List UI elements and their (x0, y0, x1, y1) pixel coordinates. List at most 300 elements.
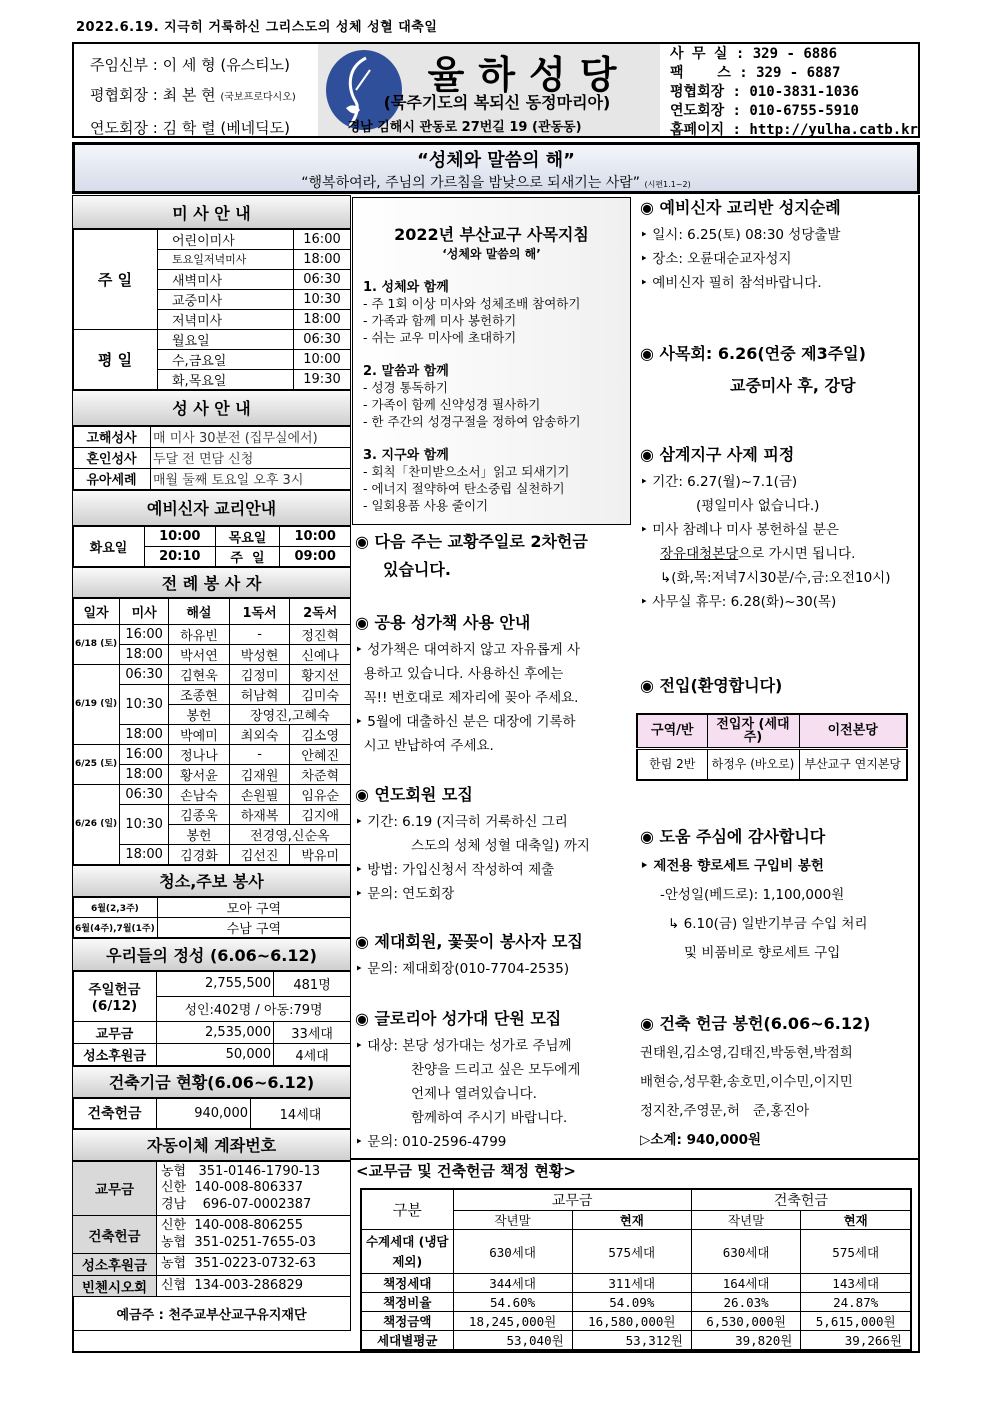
offering-count: 4세대 (274, 1043, 351, 1065)
offertory-names: 전경영,신순옥 (229, 824, 350, 844)
notice-transfer (640, 671, 782, 701)
notice-line: ‣ 기간: 6.19 (지극히 거룩하신 그리 (355, 814, 568, 830)
server-name: 허남혁 (229, 684, 290, 704)
notice-title: ◉ 글로리아 성가대 단원 모집 (355, 1009, 562, 1028)
mass-time: 06:30 (294, 329, 351, 349)
notice-title: ◉ 건축 헌금 봉헌(6.06~6.12) (640, 1014, 871, 1033)
church-name: 율하성당 (427, 53, 631, 97)
assessment-row-label: 책정세대 (361, 1274, 453, 1293)
account-table (72, 1161, 351, 1332)
notice-text: 으로 가시면 됩니다. (738, 546, 856, 562)
mass-time: 06:30 (294, 269, 351, 289)
staff-name: 김 학 렬 (162, 119, 221, 137)
notice-line: ‣ 예비신자 필히 참석바랍니다. (640, 275, 822, 291)
guideline-item: - 회칙「찬미받으소서」읽고 되새기기 (363, 464, 570, 479)
sacrament-info: 두달 전 면담 신청 (151, 447, 351, 468)
notice-line: ‣ 미사 참례나 미사 봉헌하실 분은 (640, 522, 839, 538)
server-name: 김소영 (290, 724, 351, 744)
church-patron: (묵주기도의 복되신 동정마리아) (383, 93, 611, 112)
contact-entry: 홈페이지 : http://yulha.catb.kr (670, 122, 918, 138)
building-amount: 940,000 (157, 1098, 251, 1128)
transfer-table (636, 713, 908, 781)
server-mass-time: 16:00 (120, 624, 169, 644)
mass-schedule-table (72, 229, 351, 390)
guideline-item: - 한 주간의 성경구절을 정하여 암송하기 (363, 414, 581, 429)
server-name: 신예나 (290, 644, 351, 664)
server-mass-time: 18:00 (120, 724, 169, 744)
notice-pilgrimage (640, 193, 841, 295)
notice-line: 교중미사 후, 강당 (730, 376, 856, 395)
notice-line (640, 542, 890, 566)
transfer-header-row (637, 714, 907, 748)
server-mass-time: 10:30 (120, 684, 169, 724)
assessment-label-header: 구분 (361, 1189, 453, 1230)
notice-line: ‣ 방법: 가입신청서 작성하여 제출 (355, 862, 555, 878)
assessment-value: 575세대 (801, 1230, 911, 1274)
server-name: 조종현 (169, 684, 230, 704)
section-header: 청소,주보 봉사 (72, 865, 351, 897)
assessment-row (361, 1331, 911, 1351)
bulletin-date-title: 2022.6.19. 지극히 거룩하신 그리스도의 성체 성혈 대축일 (76, 20, 438, 35)
notice-emphasis: 장유대청본당 (660, 546, 739, 562)
catechumen-time: 20:10 (145, 546, 216, 566)
sacrament-info: 매월 둘째 토요일 오후 3시 (151, 468, 351, 489)
assessment-value: 630세대 (453, 1230, 572, 1274)
account-number: 농협 351-0146-1790-13 (161, 1163, 321, 1179)
sacrament-row (73, 426, 351, 447)
assessment-value: 5,615,000원 (801, 1312, 911, 1331)
server-name: 김경화 (169, 844, 230, 864)
account-row (73, 1216, 351, 1254)
notice-line: 용하고 있습니다. 사용하신 후에는 (355, 666, 564, 682)
staff-role: 주임신부 : (90, 56, 163, 74)
catechumen-time: 09:00 (280, 546, 351, 566)
staff-entry (90, 50, 318, 80)
notice-line: 언제나 열려있습니다. (411, 1086, 537, 1102)
sunday-offering-label: 주일헌금 (6/12) (73, 971, 157, 1021)
assessment-value: 18,245,000원 (453, 1312, 572, 1331)
notice-line: ↳ 6.10(금) 일반기부금 수입 처리 (668, 916, 868, 932)
notice-line: ↳(화,목:저녁7시30분/수,금:오전10시) (660, 570, 891, 586)
year-theme-banner (72, 142, 920, 194)
offering-row (73, 1043, 351, 1065)
sacrament-name: 유아세례 (73, 468, 151, 489)
mass-time: 19:30 (294, 369, 351, 389)
account-numbers (157, 1216, 351, 1254)
cleaning-period: 6월(2,3주) (73, 897, 158, 917)
mass-time: 10:30 (294, 289, 351, 309)
notice-title: ◉ 도움 주심에 감사합니다 (640, 827, 826, 846)
contact-list (660, 44, 918, 136)
assessment-row-label: 수계세대 (냉담제외) (361, 1230, 453, 1274)
server-row (73, 664, 351, 684)
sacrament-row (73, 447, 351, 468)
assessment-value: 54.09% (572, 1293, 691, 1312)
notice-title: ◉ 전입(환영합니다) (640, 676, 783, 695)
server-mass-time: 18:00 (120, 764, 169, 784)
mass-group-label: 주 일 (73, 230, 158, 330)
notice-line: 스도의 성체 성혈 대축일) 까지 (411, 838, 590, 854)
account-holder: 예금주 : 천주교부산교구유지재단 (73, 1297, 351, 1331)
account-row (73, 1161, 351, 1216)
cleaning-row (73, 897, 351, 917)
server-name: 박유미 (290, 844, 351, 864)
guideline-item: - 가족과 함께 미사 봉헌하기 (363, 313, 517, 328)
transfer-cell: 한림 2반 (637, 748, 707, 780)
theme-quote-ref: (시편1.1~2) (644, 180, 691, 189)
account-number: 농협 351-0223-0732-63 (161, 1256, 316, 1272)
offertory-label: 봉헌 (169, 704, 230, 724)
server-name: 김종욱 (169, 804, 230, 824)
staff-entry (90, 80, 318, 113)
account-holder-row (73, 1297, 351, 1331)
notice-altar (355, 927, 583, 981)
assessment-value: 39,266원 (801, 1331, 911, 1351)
transfer-cell: 부산교구 연지본당 (799, 748, 907, 780)
notice-line: ‣ 대상: 본당 성가대는 성가로 주님께 (355, 1038, 572, 1054)
offering-label: 교무금 (73, 1021, 157, 1043)
server-row (73, 624, 351, 644)
account-number: 신한 140-008-806337 (161, 1180, 304, 1196)
notice-line: 권태원,김소영,김태진,박동현,박점희 (640, 1045, 853, 1061)
transfer-cell: 하정우 (바오로) (707, 748, 799, 780)
account-label: 건축헌금 (73, 1216, 157, 1254)
server-mass-time: 06:30 (120, 784, 169, 804)
staff-name: 이 세 형 (162, 56, 221, 74)
left-column (72, 195, 351, 1331)
cleaning-period: 6월(4주),7월(1주) (73, 917, 158, 937)
transfer-column-header: 구역/반 (637, 714, 707, 748)
catechumen-row (73, 526, 351, 546)
assessment-value: 53,040원 (453, 1331, 572, 1351)
server-row (73, 784, 351, 804)
notice-line: 배현승,성무환,송호민,이수민,이지민 (640, 1074, 853, 1090)
sacrament-table (72, 426, 351, 490)
assessment-value: 39,820원 (691, 1331, 800, 1351)
notice-gloria (355, 1004, 580, 1154)
notice-title: ◉ 공용 성가책 사용 안내 (355, 613, 531, 632)
guideline-item: - 일회용품 사용 줄이기 (363, 498, 489, 513)
catechumen-day: 화요일 (73, 526, 145, 566)
assessment-value: 24.87% (801, 1293, 911, 1312)
staff-role: 연도회장 : (90, 119, 163, 137)
assessment-row (361, 1312, 911, 1331)
guideline-item: - 가족이 함께 신약성경 필사하기 (363, 397, 541, 412)
assessment-subheader: 현재 (572, 1211, 691, 1230)
theme-quote (75, 172, 917, 192)
guideline-title: 2022년 부산교구 사목지침 (394, 225, 589, 244)
server-date: 6/18 (토) (73, 624, 120, 664)
assessment-row (361, 1293, 911, 1312)
staff-list (74, 44, 318, 136)
section-header: 자동이체 계좌번호 (72, 1129, 351, 1161)
server-date: 6/19 (일) (73, 664, 120, 744)
contact-entry: 평협회장 : 010-3831-1036 (670, 84, 859, 100)
notice-line: 있습니다. (383, 560, 451, 579)
section-header: 예비신자 교리안내 (72, 490, 351, 526)
notice-line: 정지찬,주영문,허 준,홍진아 (640, 1103, 810, 1119)
offering-row (73, 1021, 351, 1043)
account-number: 경남 696-07-0002387 (161, 1196, 312, 1212)
theme-quote-text: “행복하여라, 주님의 가르침을 밤낮으로 되새기는 사람” (301, 175, 641, 191)
assessment-value: 26.03% (691, 1293, 800, 1312)
cleaning-table (72, 897, 351, 938)
notice-line: 시고 반납하여 주세요. (355, 738, 494, 754)
section-header: 미 사 안 내 (72, 195, 351, 229)
cleaning-district: 모아 구역 (157, 897, 350, 917)
staff-baptismal-name: (베네딕도) (220, 119, 291, 137)
section-header: 우리들의 정성 (6.06~6.12) (72, 938, 351, 971)
assessment-value: 164세대 (691, 1274, 800, 1293)
server-column-header: 2독서 (290, 598, 351, 624)
assessment-row-label: 세대별평균 (361, 1331, 453, 1351)
contact-entry: 연도회장 : 010-6755-5910 (670, 103, 859, 119)
server-name: 손원필 (229, 784, 290, 804)
assessment-subheader: 작년말 (453, 1211, 572, 1230)
sacrament-info: 매 미사 30분전 (집무실에서) (151, 426, 351, 447)
assessment-subheader: 작년말 (691, 1211, 800, 1230)
server-name: 하유빈 (169, 624, 230, 644)
building-label: 건축헌금 (73, 1098, 157, 1128)
guideline-item: - 쉬는 교우 미사에 초대하기 (363, 330, 517, 345)
notice-title: ◉ 사목회: 6.26(연중 제3주일) (640, 344, 866, 363)
server-mass-time: 06:30 (120, 664, 169, 684)
server-name: 박예미 (169, 724, 230, 744)
offering-label: 성소후원금 (73, 1043, 157, 1065)
staff-baptismal-name: (국보프로다시오) (220, 92, 296, 103)
offering-table (72, 971, 351, 1066)
assessment-value: 344세대 (453, 1274, 572, 1293)
account-label: 교무금 (73, 1161, 157, 1216)
server-date: 6/25 (토) (73, 744, 120, 784)
mass-name: 수,금요일 (158, 349, 294, 369)
mass-group-label: 평 일 (73, 329, 158, 389)
account-row (73, 1254, 351, 1276)
offering-amount: 50,000 (157, 1043, 274, 1065)
notice-line: ‣ 5월에 대출하신 분은 대장에 기록하 (355, 714, 576, 730)
account-numbers (157, 1254, 351, 1276)
server-name: 김정미 (229, 664, 290, 684)
assessment-group-header: 건축헌금 (691, 1189, 911, 1211)
staff-entry (90, 113, 318, 143)
assessment-section (350, 1158, 920, 1353)
notice-hymnal (355, 608, 580, 758)
building-count: 14세대 (251, 1098, 351, 1128)
catechumen-day: 목요일 (215, 526, 280, 546)
assessment-value: 630세대 (691, 1230, 800, 1274)
mass-time: 10:00 (294, 349, 351, 369)
notice-building-donors (640, 1009, 870, 1155)
server-name: 김재원 (229, 764, 290, 784)
sacrament-name: 혼인성사 (73, 447, 151, 468)
notice-second-collection (355, 527, 588, 583)
assessment-row (361, 1274, 911, 1293)
mass-time: 18:00 (294, 309, 351, 329)
building-fund-table (72, 1098, 351, 1129)
account-number: 신협 134-003-286829 (161, 1277, 304, 1293)
notice-line: ▷소계: 940,000원 (640, 1132, 762, 1148)
notice-line: ‣ 문의: 010-2596-4799 (355, 1134, 507, 1150)
server-name: - (229, 624, 290, 644)
guideline-heading: 1. 성체와 함께 (363, 280, 449, 295)
assessment-value: 54.60% (453, 1293, 572, 1312)
notice-line: 찬양을 드리고 싶은 모두에게 (411, 1062, 581, 1078)
theme-title: “성체와 말씀의 해” (417, 150, 575, 171)
notice-line: 꼭!! 번호대로 제자리에 꽂아 주세요. (355, 690, 579, 706)
assessment-value: 53,312원 (572, 1331, 691, 1351)
server-mass-time: 18:00 (120, 844, 169, 864)
assessment-value: 143세대 (801, 1274, 911, 1293)
notice-thanks (640, 822, 867, 968)
guideline-item: - 에너지 절약하여 탄소중립 실천하기 (363, 481, 565, 496)
offering-count: 33세대 (274, 1021, 351, 1043)
sacrament-name: 고해성사 (73, 426, 151, 447)
notice-line: 함께하여 주시기 바랍니다. (411, 1110, 568, 1126)
server-name: 정나나 (169, 744, 230, 764)
mass-row (73, 329, 351, 349)
staff-role: 평협회장 : (90, 86, 163, 104)
transfer-column-header: 이전본당 (799, 714, 907, 748)
server-name: 황지선 (290, 664, 351, 684)
notice-line: (평일미사 없습니다.) (696, 498, 820, 514)
account-number: 농협 351-0251-7655-03 (161, 1234, 316, 1250)
assessment-table (360, 1188, 912, 1351)
notice-line: ‣ 장소: 오륜대순교자성지 (640, 251, 792, 267)
server-name: - (229, 744, 290, 764)
notice-council (640, 339, 866, 403)
server-mass-time: 18:00 (120, 644, 169, 664)
server-name: 박성현 (229, 644, 290, 664)
mass-time: 18:00 (294, 250, 351, 270)
assessment-title: <교무금 및 건축헌금 책정 현황> (356, 1162, 576, 1180)
guideline-heading: 3. 지구와 함께 (363, 448, 449, 463)
server-name: 정진혁 (290, 624, 351, 644)
offertory-label: 봉헌 (169, 824, 230, 844)
server-name: 김현욱 (169, 664, 230, 684)
server-header-row (73, 598, 351, 624)
server-row (73, 744, 351, 764)
liturgy-server-table (72, 598, 351, 865)
contact-entry: 팩 스 : 329 - 6887 (670, 65, 841, 81)
mass-row (73, 230, 351, 250)
catechumen-day: 주 일 (215, 546, 280, 566)
notice-yeondo (355, 780, 590, 906)
server-column-header: 1독서 (229, 598, 290, 624)
catechumen-time: 10:00 (280, 526, 351, 546)
server-name: 황서윤 (169, 764, 230, 784)
catechumen-time: 10:00 (145, 526, 216, 546)
offering-row (73, 971, 351, 996)
account-number: 신한 140-008-806255 (161, 1218, 304, 1234)
catechumen-table (72, 526, 351, 567)
notice-title: ◉ 제대회원, 꽃꽂이 봉사자 모집 (355, 932, 583, 951)
server-name: 김선진 (229, 844, 290, 864)
server-column-header: 미사 (120, 598, 169, 624)
server-column-header: 해설 (169, 598, 230, 624)
assessment-subheader: 현재 (801, 1211, 911, 1230)
mass-name: 토요일저녁미사 (158, 250, 294, 270)
notice-line: ‣ 문의: 제대회장(010-7704-2535) (355, 961, 570, 977)
mass-name: 월요일 (158, 329, 294, 349)
notice-line: ‣ 일시: 6.25(토) 08:30 성당출발 (640, 227, 841, 243)
account-row (73, 1275, 351, 1297)
account-label: 빈첸시오회 (73, 1275, 157, 1297)
church-title-block (318, 44, 660, 136)
assessment-header-row (361, 1189, 911, 1211)
staff-baptismal-name: (유스티노) (220, 56, 291, 74)
guideline-item: - 성경 통독하기 (363, 380, 448, 395)
assessment-group-header: 교무금 (453, 1189, 691, 1211)
guideline-item: - 주 1회 이상 미사와 성체조배 참여하기 (363, 296, 581, 311)
contact-entry: 사 무 실 : 329 - 6886 (670, 46, 838, 62)
server-date: 6/26 (일) (73, 784, 120, 864)
mass-name: 새벽미사 (158, 269, 294, 289)
server-name: 김미숙 (290, 684, 351, 704)
notice-line: ‣ 사무실 휴무: 6.28(화)~30(목) (640, 594, 837, 610)
church-header (72, 42, 920, 138)
mass-name: 화,목요일 (158, 369, 294, 389)
server-name: 안혜진 (290, 744, 351, 764)
sunday-attendance: 481명 (274, 971, 351, 996)
notice-title: ◉ 예비신자 교리반 성지순례 (640, 198, 841, 217)
church-address: 경남 김해시 관동로 27번길 19 (관동동) (347, 120, 582, 135)
building-row (73, 1098, 351, 1128)
cleaning-row (73, 917, 351, 937)
transfer-column-header: 전입자 (세대주) (707, 714, 799, 748)
mass-name: 어린이미사 (158, 230, 294, 250)
server-mass-time: 16:00 (120, 744, 169, 764)
notice-title: ◉ 연도회원 모집 (355, 785, 473, 804)
notice-line: -안성일(베드로): 1,100,000원 (660, 887, 845, 903)
guideline-subtitle: ‘성체와 말씀의 해’ (442, 247, 541, 261)
section-header: 성 사 안 내 (72, 390, 351, 426)
notice-line: 및 비품비로 향로세트 구입 (684, 945, 841, 961)
notice-line: ‣ 제전용 향로세트 구입비 봉헌 (640, 858, 824, 874)
offertory-names: 장영진,고혜숙 (229, 704, 350, 724)
server-name: 하재복 (229, 804, 290, 824)
notice-line: ‣ 기간: 6.27(월)~7.1(금) (640, 474, 798, 490)
section-header: 건축기금 현황(6.06~6.12) (72, 1066, 351, 1098)
mass-name: 저녁미사 (158, 309, 294, 329)
assessment-row-label: 책정비율 (361, 1293, 453, 1312)
server-name: 임유순 (290, 784, 351, 804)
server-name: 최외숙 (229, 724, 290, 744)
server-name: 박서연 (169, 644, 230, 664)
assessment-value: 16,580,000원 (572, 1312, 691, 1331)
assessment-value: 311세대 (572, 1274, 691, 1293)
notice-line: ‣ 성가책은 대여하지 않고 자유롭게 사 (355, 642, 581, 658)
assessment-value: 575세대 (572, 1230, 691, 1274)
server-name: 김지애 (290, 804, 351, 824)
section-header: 전 례 봉 사 자 (72, 567, 351, 598)
account-numbers (157, 1275, 351, 1297)
server-name: 차준혁 (290, 764, 351, 784)
sunday-offering-amount: 2,755,500 (157, 971, 274, 996)
cleaning-district: 수남 구역 (157, 917, 350, 937)
server-column-header: 일자 (73, 598, 120, 624)
account-numbers (157, 1161, 351, 1216)
offering-amount: 2,535,000 (157, 1021, 274, 1043)
guideline-heading: 2. 말씀과 함께 (363, 364, 449, 379)
account-label: 성소후원금 (73, 1254, 157, 1276)
mass-time: 16:00 (294, 230, 351, 250)
assessment-row (361, 1230, 911, 1274)
pastoral-guideline-box (352, 197, 631, 525)
notice-title: ◉ 다음 주는 교황주일로 2차헌금 (355, 532, 588, 551)
mass-name: 교중미사 (158, 289, 294, 309)
notice-line: ‣ 문의: 연도회장 (355, 886, 455, 902)
notice-retreat (640, 440, 890, 614)
